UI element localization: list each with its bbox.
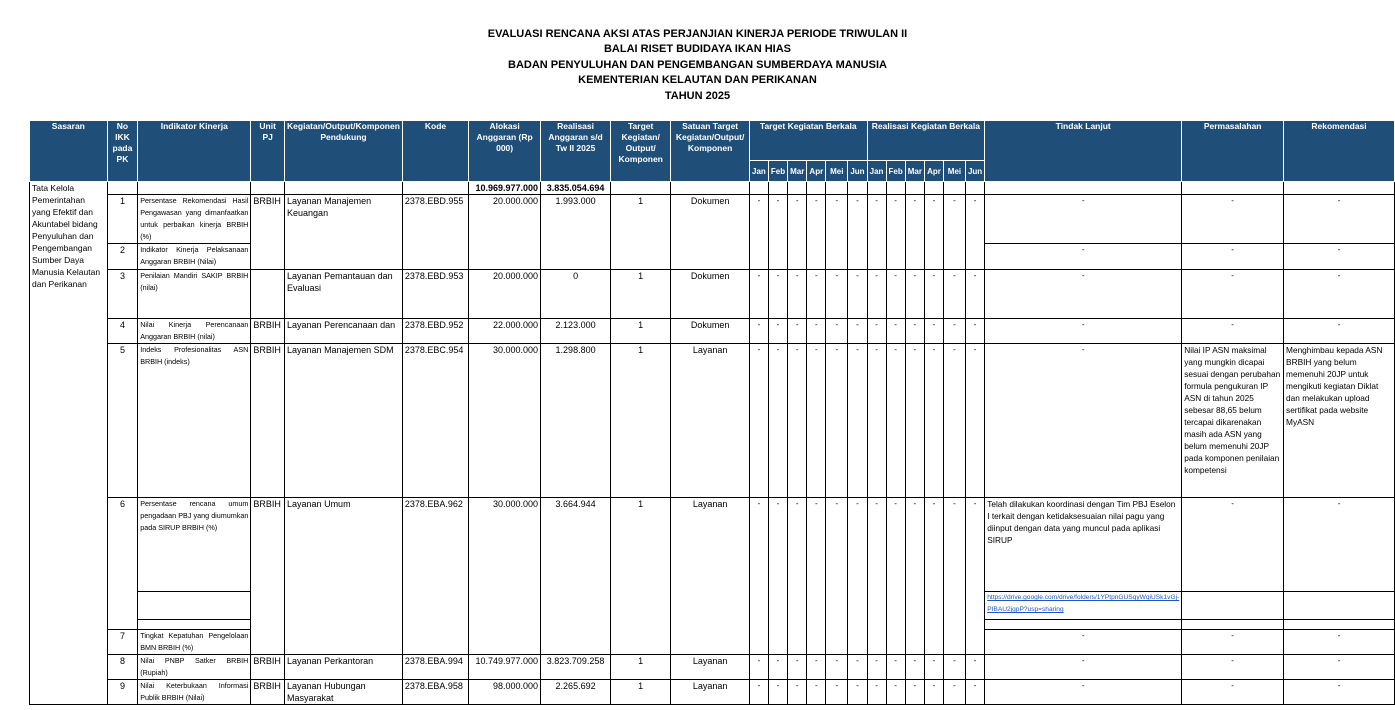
kode-cell: 2378.EBA.958 bbox=[402, 680, 468, 705]
dash-cell: - bbox=[749, 270, 768, 319]
realisasi-cell: 3.664.944 bbox=[541, 498, 611, 655]
unit-pj-cell: BRBIH bbox=[251, 680, 285, 705]
dash-cell: - bbox=[826, 319, 848, 344]
dash-cell: - bbox=[965, 680, 984, 705]
kegiatan-cell: Layanan Hubungan Masyarakat bbox=[285, 680, 403, 705]
dash-cell: - bbox=[848, 655, 867, 680]
indikator-cell: Nilai PNBP Satker BRBIH (Rupiah) bbox=[138, 655, 251, 680]
target-month-mei: Mei bbox=[826, 161, 848, 182]
satuan-cell: Dokumen bbox=[671, 195, 750, 270]
dash-cell: - bbox=[965, 344, 984, 498]
dash-cell: - bbox=[768, 655, 787, 680]
dash-cell: - bbox=[807, 655, 826, 680]
ikk-number: 4 bbox=[107, 319, 138, 344]
target-cell: 1 bbox=[611, 655, 671, 680]
tindak-lanjut-cell: - bbox=[985, 195, 1182, 244]
unit-pj-cell bbox=[251, 270, 285, 319]
unit-pj-cell: BRBIH bbox=[251, 498, 285, 655]
realisasi-month-jun: Jun bbox=[965, 161, 984, 182]
satuan-cell: Layanan bbox=[671, 344, 750, 498]
table-row bbox=[30, 655, 1395, 680]
header-kegiatan: Kegiatan/Output/Komponen Pendukung bbox=[285, 121, 403, 182]
kegiatan-cell: Layanan Pemantauan dan Evaluasi bbox=[285, 270, 403, 319]
kegiatan-cell: Layanan Perencanaan dan bbox=[285, 319, 403, 344]
total-alokasi: 10.969.977.000 bbox=[469, 182, 541, 195]
alokasi-cell: 10.749.977.000 bbox=[469, 655, 541, 680]
realisasi-cell: 1.993.000 bbox=[541, 195, 611, 270]
dash-cell: - bbox=[788, 195, 807, 270]
realisasi-cell: 0 bbox=[541, 270, 611, 319]
dash-cell: - bbox=[886, 655, 905, 680]
dash-cell: - bbox=[867, 680, 886, 705]
permasalahan-cell: - bbox=[1182, 630, 1284, 655]
total-realisasi: 3.835.054.694 bbox=[541, 182, 611, 195]
tindak-lanjut-cell: Telah dilakukan koordinasi dengan Tim PBJ Eselon I terkait dengan ketidaksesuaian nilai pagu yang diinput dengan data yang muncul pada aplikasi SIRUP bbox=[985, 498, 1182, 592]
dash-cell: - bbox=[867, 270, 886, 319]
kegiatan-cell: Layanan Manajemen SDM bbox=[285, 344, 403, 498]
dash-cell: - bbox=[807, 344, 826, 498]
target-cell: 1 bbox=[611, 270, 671, 319]
dash-cell: - bbox=[826, 195, 848, 270]
target-month-jan: Jan bbox=[749, 161, 768, 182]
dash-cell: - bbox=[848, 344, 867, 498]
dash-cell: - bbox=[943, 498, 965, 655]
alokasi-cell: 20.000.000 bbox=[469, 195, 541, 270]
target-month-feb: Feb bbox=[768, 161, 787, 182]
header-permasalahan: Permasalahan bbox=[1182, 121, 1284, 182]
dash-cell: - bbox=[749, 498, 768, 655]
header-realisasi-berkala: Realisasi Kegiatan Berkala bbox=[867, 121, 985, 161]
dash-cell: - bbox=[886, 680, 905, 705]
permasalahan-cell: - bbox=[1182, 244, 1284, 270]
dash-cell: - bbox=[867, 319, 886, 344]
ikk-number: 1 bbox=[107, 195, 138, 244]
dash-cell: - bbox=[788, 498, 807, 655]
realisasi-month-mei: Mei bbox=[943, 161, 965, 182]
dash-cell: - bbox=[965, 195, 984, 270]
permasalahan-cell: - bbox=[1182, 195, 1284, 244]
rekomendasi-cell: - bbox=[1284, 319, 1395, 344]
table-row bbox=[30, 498, 1395, 592]
dash-cell: - bbox=[924, 498, 943, 655]
kode-cell: 2378.EBC.954 bbox=[402, 344, 468, 498]
header-no-ikk: No IKK pada PK bbox=[107, 121, 138, 182]
header-indikator: Indikator Kinerja bbox=[138, 121, 251, 182]
kegiatan-cell: Layanan Manajemen Keuangan bbox=[285, 195, 403, 270]
kode-cell: 2378.EBD.955 bbox=[402, 195, 468, 270]
dash-cell: - bbox=[768, 319, 787, 344]
dash-cell: - bbox=[768, 344, 787, 498]
table-row bbox=[30, 270, 1395, 319]
table-row bbox=[30, 680, 1395, 705]
target-cell: 1 bbox=[611, 319, 671, 344]
satuan-cell: Layanan bbox=[671, 680, 750, 705]
permasalahan-cell: - bbox=[1182, 655, 1284, 680]
tindak-lanjut-cell: - bbox=[985, 630, 1182, 655]
tindak-lanjut-cell: - bbox=[985, 655, 1182, 680]
dash-cell: - bbox=[768, 680, 787, 705]
alokasi-cell: 30.000.000 bbox=[469, 498, 541, 655]
dash-cell: - bbox=[867, 195, 886, 270]
dash-cell: - bbox=[749, 680, 768, 705]
ikk-number: 8 bbox=[107, 655, 138, 680]
target-month-mar: Mar bbox=[788, 161, 807, 182]
dash-cell: - bbox=[886, 344, 905, 498]
target-cell: 1 bbox=[611, 195, 671, 270]
dash-cell: - bbox=[788, 319, 807, 344]
target-month-jun: Jun bbox=[848, 161, 867, 182]
dash-cell: - bbox=[848, 319, 867, 344]
kode-cell: 2378.EBD.952 bbox=[402, 319, 468, 344]
alokasi-cell: 98.000.000 bbox=[469, 680, 541, 705]
dash-cell: - bbox=[924, 319, 943, 344]
dash-cell: - bbox=[905, 655, 924, 680]
table-row bbox=[30, 344, 1395, 498]
ikk-number: 3 bbox=[107, 270, 138, 319]
indikator-cell: Persentase Rekomendasi Hasil Pengawasan yang dimanfaatkan untuk perbaikan kinerja BRBIH (%) bbox=[138, 195, 251, 244]
unit-pj-cell: BRBIH bbox=[251, 319, 285, 344]
satuan-cell: Layanan bbox=[671, 498, 750, 655]
dash-cell: - bbox=[768, 270, 787, 319]
satuan-cell: Dokumen bbox=[671, 270, 750, 319]
ikk-number: 6 bbox=[107, 498, 138, 630]
dash-cell: - bbox=[848, 195, 867, 270]
indikator-cell: Nilai Keterbukaan Informasi Publik BRBIH (Nilai) bbox=[138, 680, 251, 705]
dash-cell: - bbox=[943, 195, 965, 270]
dash-cell: - bbox=[965, 319, 984, 344]
header-unit-pj: Unit PJ bbox=[251, 121, 285, 182]
kode-cell: 2378.EBD.953 bbox=[402, 270, 468, 319]
dash-cell: - bbox=[886, 195, 905, 270]
realisasi-month-apr: Apr bbox=[924, 161, 943, 182]
indikator-cell: Nilai Kinerja Perencanaan Anggaran BRBIH (nilai) bbox=[138, 319, 251, 344]
realisasi-cell: 3.823.709.258 bbox=[541, 655, 611, 680]
realisasi-cell: 2.265.692 bbox=[541, 680, 611, 705]
dash-cell: - bbox=[848, 498, 867, 655]
dash-cell: - bbox=[965, 498, 984, 655]
header-alokasi: Alokasi Anggaran (Rp 000) bbox=[469, 121, 541, 182]
header-satuan: Satuan Target Kegiatan/Output/ Komponen bbox=[671, 121, 750, 182]
indikator-cell: Penilaian Mandiri SAKIP BRBIH (nilai) bbox=[138, 270, 251, 319]
header-rekomendasi: Rekomendasi bbox=[1284, 121, 1395, 182]
header-target: Target Kegiatan/ Output/ Komponen bbox=[611, 121, 671, 182]
unit-pj-cell: BRBIH bbox=[251, 344, 285, 498]
header-target-berkala: Target Kegiatan Berkala bbox=[749, 121, 867, 161]
rekomendasi-cell: - bbox=[1284, 630, 1395, 655]
dash-cell: - bbox=[886, 319, 905, 344]
report-subtitle-ministry: KEMENTERIAN KELAUTAN DAN PERIKANAN bbox=[578, 74, 817, 87]
dash-cell: - bbox=[867, 344, 886, 498]
kode-cell: 2378.EBA.962 bbox=[402, 498, 468, 655]
tindak-lanjut-cell: - bbox=[985, 270, 1182, 319]
header-kode: Kode bbox=[402, 121, 468, 182]
sasaran-cell: Tata Kelola Pemerintahan yang Efektif dan Akuntabel bidang Penyuluhan dan Pengembangan Sumber Daya Manusia Kelautan dan Perikanan bbox=[30, 182, 108, 705]
dash-cell: - bbox=[905, 498, 924, 655]
tindak-lanjut-cell: - bbox=[985, 244, 1182, 270]
realisasi-month-feb: Feb bbox=[886, 161, 905, 182]
report-titles bbox=[0, 27, 1395, 104]
dash-cell: - bbox=[905, 270, 924, 319]
dash-cell: - bbox=[826, 655, 848, 680]
evaluation-table bbox=[29, 120, 1395, 705]
dash-cell: - bbox=[788, 655, 807, 680]
report-title: EVALUASI RENCANA AKSI ATAS PERJANJIAN KINERJA PERIODE TRIWULAN II bbox=[487, 28, 908, 40]
ikk-number: 2 bbox=[107, 244, 138, 270]
permasalahan-cell: Nilai IP ASN maksimal yang mungkin dicapai sesuai dengan perubahan formula pengukuran IP ASN di tahun 2025 sebesar 88,65 belum tercapai dikarenakan masih ada ASN yang belum memenuhi 20JP pada komponen penilaian kompetensi bbox=[1182, 344, 1284, 498]
dash-cell: - bbox=[924, 655, 943, 680]
satuan-cell: Layanan bbox=[671, 655, 750, 680]
indikator-cell: Tingkat Kepatuhan Pengelolaan BMN BRBIH (%) bbox=[138, 630, 251, 655]
dash-cell: - bbox=[749, 195, 768, 270]
dash-cell: - bbox=[867, 498, 886, 655]
satuan-cell: Dokumen bbox=[671, 319, 750, 344]
tindak-lanjut-cell: - bbox=[985, 344, 1182, 498]
dash-cell: - bbox=[924, 344, 943, 498]
evidence-link[interactable]: https://drive.google.com/drive/folders/1YPtpnGUSqyWqiUSk1vGj-PIBAU2jgpP?usp=sharing bbox=[985, 592, 1182, 620]
dash-cell: - bbox=[905, 195, 924, 270]
ikk-number: 7 bbox=[107, 630, 138, 655]
realisasi-cell: 2.123.000 bbox=[541, 319, 611, 344]
indikator-cell: Persentase rencana umum pengadaan PBJ yang diumumkan pada SIRUP BRBIH (%) bbox=[138, 498, 251, 592]
header-tindak-lanjut: Tindak Lanjut bbox=[985, 121, 1182, 182]
dash-cell: - bbox=[807, 195, 826, 270]
dash-cell: - bbox=[905, 319, 924, 344]
dash-cell: - bbox=[924, 195, 943, 270]
target-cell: 1 bbox=[611, 498, 671, 655]
unit-pj-cell: BRBIH bbox=[251, 195, 285, 270]
dash-cell: - bbox=[807, 498, 826, 655]
dash-cell: - bbox=[826, 498, 848, 655]
header-sasaran: Sasaran bbox=[30, 121, 108, 182]
kode-cell: 2378.EBA.994 bbox=[402, 655, 468, 680]
header-realisasi-anggaran: Realisasi Anggaran s/d Tw II 2025 bbox=[541, 121, 611, 182]
dash-cell: - bbox=[924, 680, 943, 705]
rekomendasi-cell: - bbox=[1284, 270, 1395, 319]
dash-cell: - bbox=[965, 655, 984, 680]
tindak-lanjut-cell: - bbox=[985, 680, 1182, 705]
report-subtitle-year: TAHUN 2025 bbox=[664, 89, 731, 102]
dash-cell: - bbox=[943, 270, 965, 319]
tindak-lanjut-cell: - bbox=[985, 319, 1182, 344]
dash-cell: - bbox=[943, 344, 965, 498]
dash-cell: - bbox=[826, 680, 848, 705]
dash-cell: - bbox=[807, 680, 826, 705]
dash-cell: - bbox=[848, 270, 867, 319]
table-row bbox=[30, 319, 1395, 344]
report-subtitle-unit: BALAI RISET BUDIDAYA IKAN HIAS bbox=[603, 43, 792, 56]
rekomendasi-cell: Menghimbau kepada ASN BRBIH yang belum memenuhi 20JP untuk mengikuti kegiatan Diklat dan melakukan upload sertifikat pada website MyASN bbox=[1284, 344, 1395, 498]
dash-cell: - bbox=[826, 344, 848, 498]
dash-cell: - bbox=[848, 680, 867, 705]
rekomendasi-cell: - bbox=[1284, 655, 1395, 680]
dash-cell: - bbox=[749, 655, 768, 680]
target-cell: 1 bbox=[611, 680, 671, 705]
rekomendasi-cell: - bbox=[1284, 498, 1395, 592]
target-month-apr: Apr bbox=[807, 161, 826, 182]
dash-cell: - bbox=[826, 270, 848, 319]
alokasi-cell: 20.000.000 bbox=[469, 270, 541, 319]
dash-cell: - bbox=[749, 319, 768, 344]
kegiatan-cell: Layanan Umum bbox=[285, 498, 403, 655]
realisasi-month-jan: Jan bbox=[867, 161, 886, 182]
ikk-number: 9 bbox=[107, 680, 138, 705]
dash-cell: - bbox=[943, 680, 965, 705]
dash-cell: - bbox=[905, 680, 924, 705]
rekomendasi-cell: - bbox=[1284, 195, 1395, 244]
dash-cell: - bbox=[943, 319, 965, 344]
dash-cell: - bbox=[867, 655, 886, 680]
dash-cell: - bbox=[749, 344, 768, 498]
permasalahan-cell: - bbox=[1182, 270, 1284, 319]
indikator-cell: Indeks Profesionalitas ASN BRBIH (indeks) bbox=[138, 344, 251, 498]
report-subtitle-agency: BADAN PENYULUHAN DAN PENGEMBANGAN SUMBERDAYA MANUSIA bbox=[508, 58, 887, 71]
kegiatan-cell: Layanan Perkantoran bbox=[285, 655, 403, 680]
table-row bbox=[30, 195, 1395, 244]
dash-cell: - bbox=[768, 498, 787, 655]
permasalahan-cell: - bbox=[1182, 319, 1284, 344]
target-cell: 1 bbox=[611, 344, 671, 498]
dash-cell: - bbox=[924, 270, 943, 319]
indikator-cell: Indikator Kinerja Pelaksanaan Anggaran BRBIH (Nilai) bbox=[138, 244, 251, 270]
alokasi-cell: 30.000.000 bbox=[469, 344, 541, 498]
dash-cell: - bbox=[905, 344, 924, 498]
realisasi-month-mar: Mar bbox=[905, 161, 924, 182]
ikk-number: 5 bbox=[107, 344, 138, 498]
dash-cell: - bbox=[886, 270, 905, 319]
dash-cell: - bbox=[807, 270, 826, 319]
realisasi-cell: 1.298.800 bbox=[541, 344, 611, 498]
rekomendasi-cell: - bbox=[1284, 244, 1395, 270]
dash-cell: - bbox=[807, 319, 826, 344]
alokasi-cell: 22.000.000 bbox=[469, 319, 541, 344]
dash-cell: - bbox=[788, 270, 807, 319]
dash-cell: - bbox=[886, 498, 905, 655]
dash-cell: - bbox=[965, 270, 984, 319]
dash-cell: - bbox=[768, 195, 787, 270]
dash-cell: - bbox=[943, 655, 965, 680]
dash-cell: - bbox=[788, 680, 807, 705]
rekomendasi-cell: - bbox=[1284, 680, 1395, 705]
permasalahan-cell: - bbox=[1182, 498, 1284, 592]
unit-pj-cell: BRBIH bbox=[251, 655, 285, 680]
permasalahan-cell: - bbox=[1182, 680, 1284, 705]
dash-cell: - bbox=[788, 344, 807, 498]
